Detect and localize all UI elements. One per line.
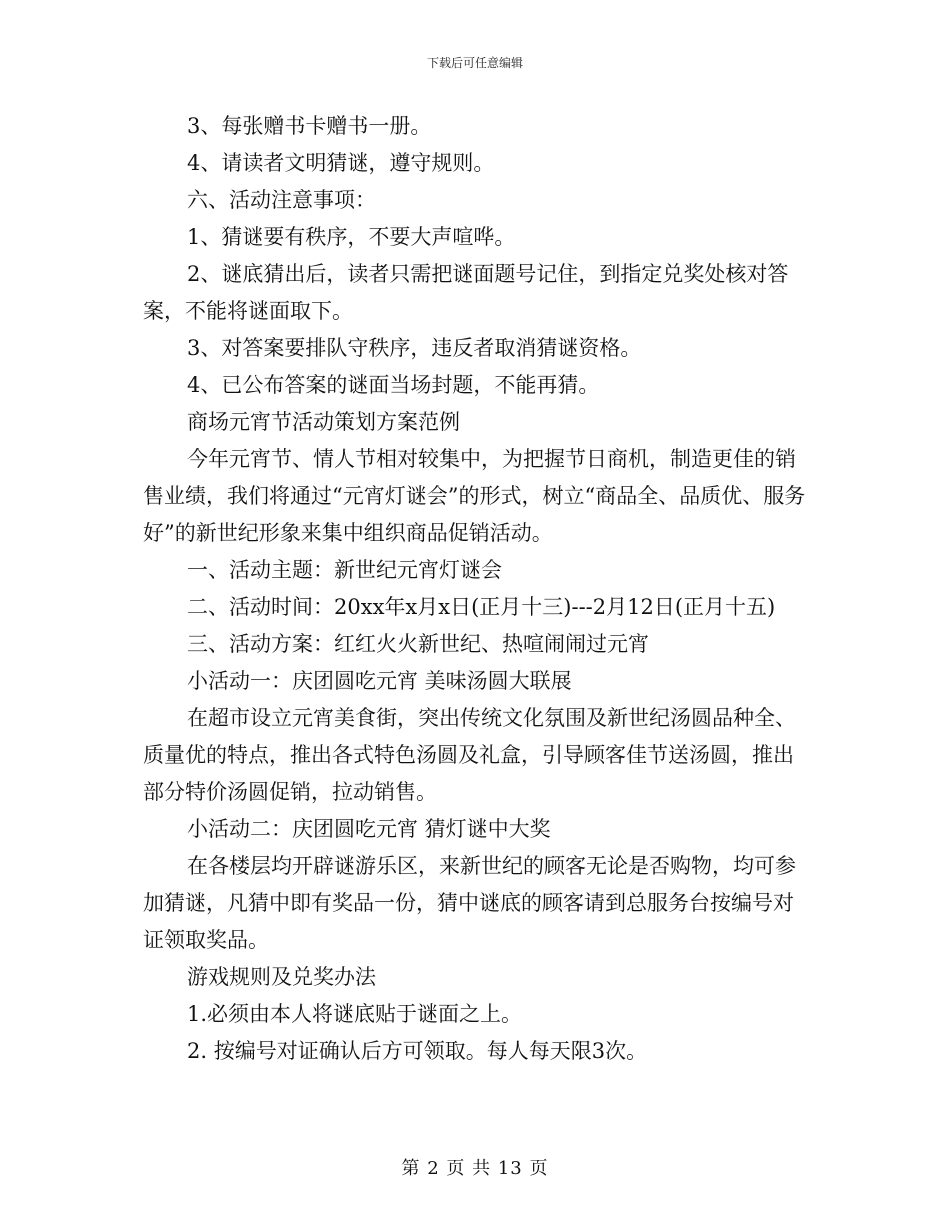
rules-heading: 游戏规则及兑奖办法 (187, 965, 376, 989)
document-title: 商场元宵节活动策划方案范例 (187, 410, 460, 434)
activity-2-title: 小活动二：庆团圆吃元宵 猜灯谜中大奖 (187, 817, 551, 841)
section-time: 二、活动时间：20xx年x月x日(正月十三)---2月12日(正月十五) (187, 595, 776, 619)
paragraph-intro: 今年元宵节、情人节相对较集中，为把握节日商机，制造更佳的销售业绩，我们将通过“元宵灯谜会”的形式，树立“商品全、品质优、服务好”的新世纪形象来集中组织商品促销活动。 (143, 447, 806, 545)
paragraph-4: 2、谜底猜出后，读者只需把谜面题号记住，到指定兑奖处核对答案，不能将谜面取下。 (143, 262, 789, 323)
paragraph-5: 3、对答案要排队守秩序，违反者取消猜谜资格。 (187, 336, 642, 360)
rule-2: 2. 按编号对证确认后方可领取。每人每天限3次。 (187, 1039, 648, 1063)
paragraph-2: 4、请读者文明猜谜，遵守规则。 (187, 151, 495, 175)
activity-2-body: 在各楼层均开辟谜游乐区，来新世纪的顾客无论是否购物，均可参加猜谜，凡猜中即有奖品一份，猜中谜底的顾客请到总服务台按编号对证领取奖品。 (143, 854, 796, 952)
section-plan: 三、活动方案：红红火火新世纪、热喧闹闹过元宵 (187, 632, 649, 656)
document-body (143, 108, 809, 1070)
paragraph-3: 1、猜谜要有秩序，不要大声喧哗。 (187, 225, 516, 249)
paragraph-1: 3、每张赠书卡赠书一册。 (187, 114, 432, 138)
page-number: 第 2 页 共 13 页 (401, 1158, 549, 1179)
activity-1-title: 小活动一：庆团圆吃元宵 美味汤圆大联展 (187, 669, 572, 693)
section-heading-6: 六、活动注意事项： (187, 188, 376, 212)
rule-1: 1.必须由本人将谜底贴于谜面之上。 (187, 1002, 523, 1026)
activity-1-body: 在超市设立元宵美食街，突出传统文化氛围及新世纪汤圆品种全、质量优的特点，推出各式特色汤圆及礼盒，引导顾客佳节送汤圆，推出部分特价汤圆促销，拉动销售。 (143, 706, 796, 804)
paragraph-6: 4、已公布答案的谜面当场封题，不能再猜。 (187, 373, 600, 397)
page-header: 下载后可任意编辑 (426, 56, 523, 70)
section-theme: 一、活动主题：新世纪元宵灯谜会 (187, 558, 502, 582)
